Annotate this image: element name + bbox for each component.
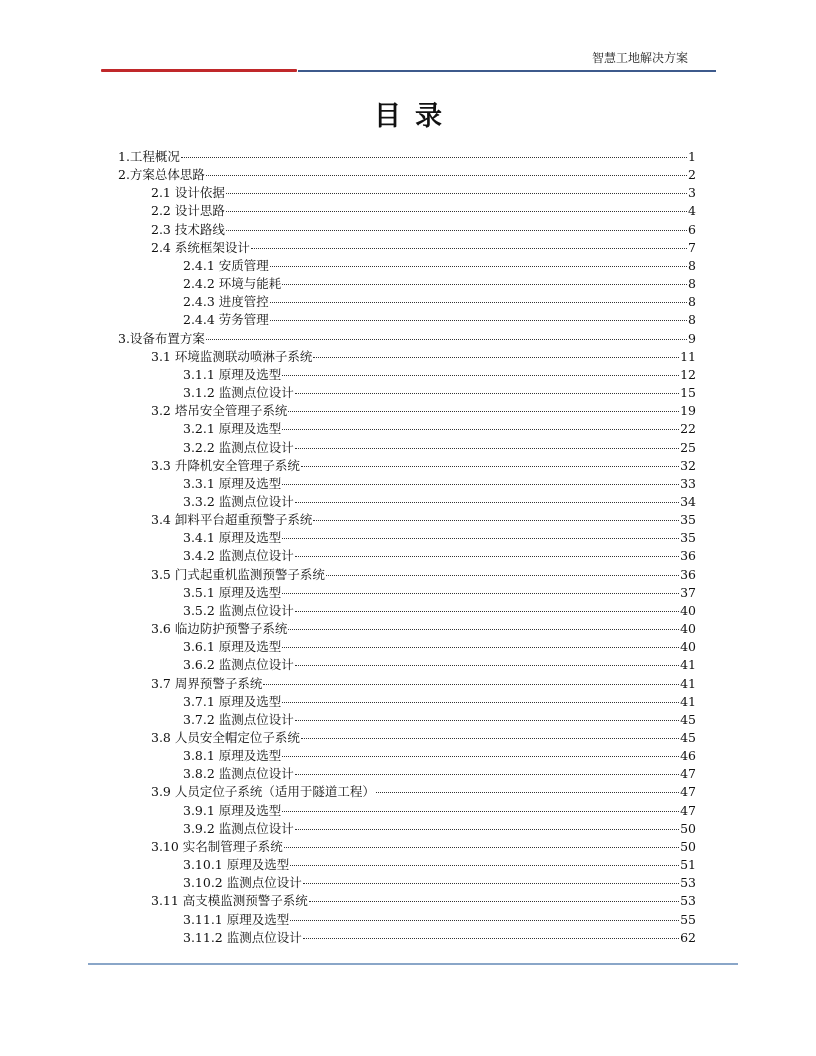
toc-entry-page-number: 45 <box>680 730 696 745</box>
toc-entry[interactable] <box>118 656 696 674</box>
toc-dot-leader <box>282 284 687 285</box>
toc-entry-label: 3.7.1 原理及选型 <box>183 693 282 709</box>
toc-entry[interactable] <box>118 475 696 493</box>
toc-entry-label: 3.3.2 监测点位设计 <box>183 493 294 509</box>
toc-entry[interactable] <box>118 221 696 239</box>
toc-entry-label: 2.4.1 安质管理 <box>183 257 269 273</box>
toc-entry-label: 3.9.1 原理及选型 <box>183 802 282 818</box>
toc-entry-page-number: 41 <box>680 693 696 709</box>
toc-entry-label: 3.4 卸料平台超重预警子系统 <box>151 512 313 528</box>
toc-entry[interactable] <box>118 348 696 366</box>
toc-entry-label: 3.10.1 原理及选型 <box>183 857 290 873</box>
toc-entry-label: 3.5.2 监测点位设计 <box>183 602 294 618</box>
toc-entry-page-number: 11 <box>680 348 696 364</box>
toc-dot-leader <box>282 702 679 703</box>
toc-entry[interactable] <box>118 765 696 783</box>
toc-entry-page-number: 4 <box>688 203 696 219</box>
toc-entry-page-number: 50 <box>680 838 696 854</box>
toc-entry[interactable] <box>118 275 696 293</box>
toc-entry[interactable] <box>118 184 696 202</box>
toc-entry[interactable] <box>118 311 696 329</box>
toc-dot-leader <box>282 593 679 594</box>
toc-entry-page-number: 33 <box>680 475 696 491</box>
toc-entry-page-number: 1 <box>688 149 696 164</box>
toc-dot-leader <box>288 629 679 630</box>
toc-dot-leader <box>270 266 687 267</box>
toc-dot-leader <box>288 411 679 412</box>
toc-entry[interactable] <box>118 402 696 420</box>
toc-entry-page-number: 22 <box>680 421 696 437</box>
toc-entry-page-number: 53 <box>680 875 696 891</box>
toc-dot-leader <box>303 883 679 884</box>
toc-entry-label: 2.1 设计依据 <box>151 185 225 201</box>
toc-entry[interactable] <box>118 148 696 166</box>
toc-entry-page-number: 8 <box>688 276 696 292</box>
toc-entry-page-number: 62 <box>680 929 696 945</box>
toc-dot-leader <box>181 157 687 158</box>
toc-entry[interactable] <box>118 892 696 910</box>
toc-entry-label: 3.5.1 原理及选型 <box>183 584 282 600</box>
toc-dot-leader <box>282 811 679 812</box>
toc-dot-leader <box>376 792 679 793</box>
toc-dot-leader <box>301 466 679 467</box>
toc-entry[interactable] <box>118 675 696 693</box>
toc-entry[interactable] <box>118 711 696 729</box>
toc-dot-leader <box>295 502 679 503</box>
toc-entry-label: 2.4.3 进度管控 <box>183 294 269 310</box>
toc-dot-leader <box>290 920 679 921</box>
toc-entry[interactable] <box>118 439 696 457</box>
toc-entry-page-number: 35 <box>680 512 696 528</box>
toc-dot-leader <box>206 339 687 340</box>
toc-entry-label: 3.7.2 监测点位设计 <box>183 711 294 727</box>
toc-dot-leader <box>226 211 687 212</box>
toc-entry-page-number: 9 <box>688 330 696 346</box>
toc-entry-page-number: 8 <box>688 294 696 310</box>
header-title: 智慧工地解决方案 <box>591 51 688 65</box>
toc-dot-leader <box>270 302 687 303</box>
toc-entry-page-number: 45 <box>680 711 696 727</box>
toc-entry-page-number: 8 <box>688 312 696 328</box>
toc-entry-page-number: 40 <box>680 621 696 637</box>
toc-entry-page-number: 6 <box>688 221 696 237</box>
toc-entry-label: 2.4 系统框架设计 <box>151 239 250 255</box>
toc-dot-leader <box>295 611 679 612</box>
toc-entry[interactable] <box>118 929 696 947</box>
toc-entry[interactable] <box>118 856 696 874</box>
toc-dot-leader <box>282 375 679 376</box>
toc-entry-page-number: 15 <box>680 385 696 401</box>
toc-entry-page-number: 12 <box>680 366 696 382</box>
toc-entry[interactable] <box>118 838 696 856</box>
toc-entry-page-number: 47 <box>680 784 696 800</box>
toc-entry-label: 3.2.2 监测点位设计 <box>183 439 294 455</box>
toc-entry-label: 3.2.1 原理及选型 <box>183 421 282 437</box>
toc-entry[interactable] <box>118 511 696 529</box>
toc-entry[interactable] <box>118 820 696 838</box>
toc-entry-page-number: 41 <box>680 657 696 673</box>
toc-dot-leader <box>226 193 687 194</box>
toc-entry[interactable] <box>118 257 696 275</box>
toc-dot-leader <box>206 175 687 176</box>
toc-entry[interactable] <box>118 547 696 565</box>
toc-dot-leader <box>313 520 679 521</box>
toc-dot-leader <box>295 448 679 449</box>
toc-dot-leader <box>295 829 679 830</box>
toc-dot-leader <box>303 938 679 939</box>
toc-entry-page-number: 36 <box>680 566 696 582</box>
toc-entry[interactable] <box>118 493 696 511</box>
toc-entry-page-number: 25 <box>680 439 696 455</box>
footer-rule <box>88 963 738 965</box>
toc-dot-leader <box>251 248 687 249</box>
header-rule-blue <box>298 70 716 72</box>
toc-entry-page-number: 47 <box>680 766 696 782</box>
toc-entry[interactable] <box>118 420 696 438</box>
toc-entry-label: 3.6.2 监测点位设计 <box>183 657 294 673</box>
toc-entry[interactable] <box>118 783 696 801</box>
toc-entry-label: 3.9.2 监测点位设计 <box>183 820 294 836</box>
toc-entry-label: 3.10.2 监测点位设计 <box>183 875 302 891</box>
toc-entry-label: 3.9 人员定位子系统（适用于隧道工程） <box>151 784 375 800</box>
toc-entry-label: 3.4.1 原理及选型 <box>183 530 282 546</box>
toc-entry-page-number: 2 <box>688 167 696 183</box>
toc-dot-leader <box>326 575 679 576</box>
toc-entry-page-number: 47 <box>680 802 696 818</box>
toc-dot-leader <box>295 720 679 721</box>
toc-dot-leader <box>295 774 679 775</box>
toc-entry-page-number: 32 <box>680 457 696 473</box>
toc-entry-label: 3.11.2 监测点位设计 <box>183 929 302 945</box>
toc-entry[interactable] <box>118 202 696 220</box>
toc-entry-label: 3.11 高支模监测预警子系统 <box>151 893 308 909</box>
toc-entry-label: 2.4.4 劳务管理 <box>183 312 269 328</box>
toc-entry[interactable] <box>118 911 696 929</box>
toc-entry-label: 3.1 环境监测联动喷淋子系统 <box>151 348 313 364</box>
toc-dot-leader <box>282 484 679 485</box>
toc-entry-label: 3.6 临边防护预警子系统 <box>151 621 288 637</box>
toc-entry-label: 3.1.1 原理及选型 <box>183 366 282 382</box>
toc-entry-label: 2.3 技术路线 <box>151 221 225 237</box>
toc-entry[interactable] <box>118 584 696 602</box>
toc-entry-page-number: 37 <box>680 584 696 600</box>
toc-title: 目录 <box>374 101 456 132</box>
toc-entry-label: 3.8 人员安全帽定位子系统 <box>151 730 300 745</box>
toc-entry[interactable] <box>118 638 696 656</box>
toc-entry[interactable] <box>118 602 696 620</box>
table-of-contents <box>118 148 696 947</box>
toc-entry[interactable] <box>118 620 696 638</box>
toc-entry-page-number: 7 <box>688 239 696 255</box>
toc-entry-page-number: 51 <box>680 857 696 873</box>
toc-dot-leader <box>282 756 679 757</box>
toc-entry-page-number: 41 <box>680 675 696 691</box>
toc-dot-leader <box>284 847 679 848</box>
toc-dot-leader <box>282 429 679 430</box>
toc-entry-label: 2.2 设计思路 <box>151 203 225 219</box>
toc-entry[interactable] <box>118 802 696 820</box>
toc-entry-label: 3.设备布置方案 <box>118 330 205 346</box>
toc-dot-leader <box>295 556 679 557</box>
toc-entry-page-number: 35 <box>680 530 696 546</box>
toc-entry[interactable] <box>118 293 696 311</box>
toc-entry-page-number: 8 <box>688 257 696 273</box>
toc-entry-page-number: 3 <box>688 185 696 201</box>
toc-entry-label: 3.4.2 监测点位设计 <box>183 548 294 564</box>
toc-entry-label: 3.8.2 监测点位设计 <box>183 766 294 782</box>
toc-entry-label: 2.方案总体思路 <box>118 167 205 183</box>
toc-entry-label: 3.1.2 监测点位设计 <box>183 385 294 401</box>
toc-entry-page-number: 50 <box>680 820 696 836</box>
toc-dot-leader <box>282 647 679 648</box>
toc-entry-page-number: 46 <box>680 748 696 764</box>
toc-entry-label: 3.7 周界预警子系统 <box>151 675 263 691</box>
toc-entry-page-number: 40 <box>680 639 696 655</box>
toc-entry-page-number: 53 <box>680 893 696 909</box>
toc-entry-page-number: 34 <box>680 493 696 509</box>
toc-entry-label: 3.11.1 原理及选型 <box>183 911 290 927</box>
toc-entry-label: 3.5 门式起重机监测预警子系统 <box>151 566 325 582</box>
header-rule-red <box>101 69 297 72</box>
toc-dot-leader <box>295 393 679 394</box>
toc-entry[interactable] <box>118 239 696 257</box>
toc-entry[interactable] <box>118 166 696 184</box>
toc-entry[interactable] <box>118 457 696 475</box>
toc-entry-page-number: 36 <box>680 548 696 564</box>
toc-entry[interactable] <box>118 874 696 892</box>
toc-dot-leader <box>282 538 679 539</box>
toc-entry-label: 1.工程概况 <box>118 149 180 164</box>
toc-dot-leader <box>309 901 679 902</box>
toc-entry[interactable] <box>118 747 696 765</box>
toc-entry-label: 2.4.2 环境与能耗 <box>183 276 282 292</box>
toc-entry-label: 3.6.1 原理及选型 <box>183 639 282 655</box>
toc-dot-leader <box>301 738 679 739</box>
toc-entry-page-number: 55 <box>680 911 696 927</box>
toc-entry[interactable] <box>118 384 696 402</box>
toc-dot-leader <box>226 230 687 231</box>
toc-entry[interactable] <box>118 330 696 348</box>
toc-entry-label: 3.3 升降机安全管理子系统 <box>151 457 300 473</box>
toc-entry-label: 3.2 塔吊安全管理子系统 <box>151 403 288 419</box>
toc-entry[interactable] <box>118 366 696 384</box>
toc-entry-page-number: 19 <box>680 403 696 419</box>
toc-entry-label: 3.10 实名制管理子系统 <box>151 838 283 854</box>
toc-dot-leader <box>290 865 679 866</box>
toc-dot-leader <box>295 665 679 666</box>
toc-dot-leader <box>270 320 687 321</box>
toc-entry[interactable] <box>118 729 696 747</box>
toc-entry[interactable] <box>118 693 696 711</box>
toc-entry-label: 3.3.1 原理及选型 <box>183 475 282 491</box>
toc-dot-leader <box>263 684 679 685</box>
toc-dot-leader <box>313 357 679 358</box>
toc-entry[interactable] <box>118 529 696 547</box>
toc-entry-label: 3.8.1 原理及选型 <box>183 748 282 764</box>
toc-entry[interactable] <box>118 566 696 584</box>
toc-entry-page-number: 40 <box>680 602 696 618</box>
